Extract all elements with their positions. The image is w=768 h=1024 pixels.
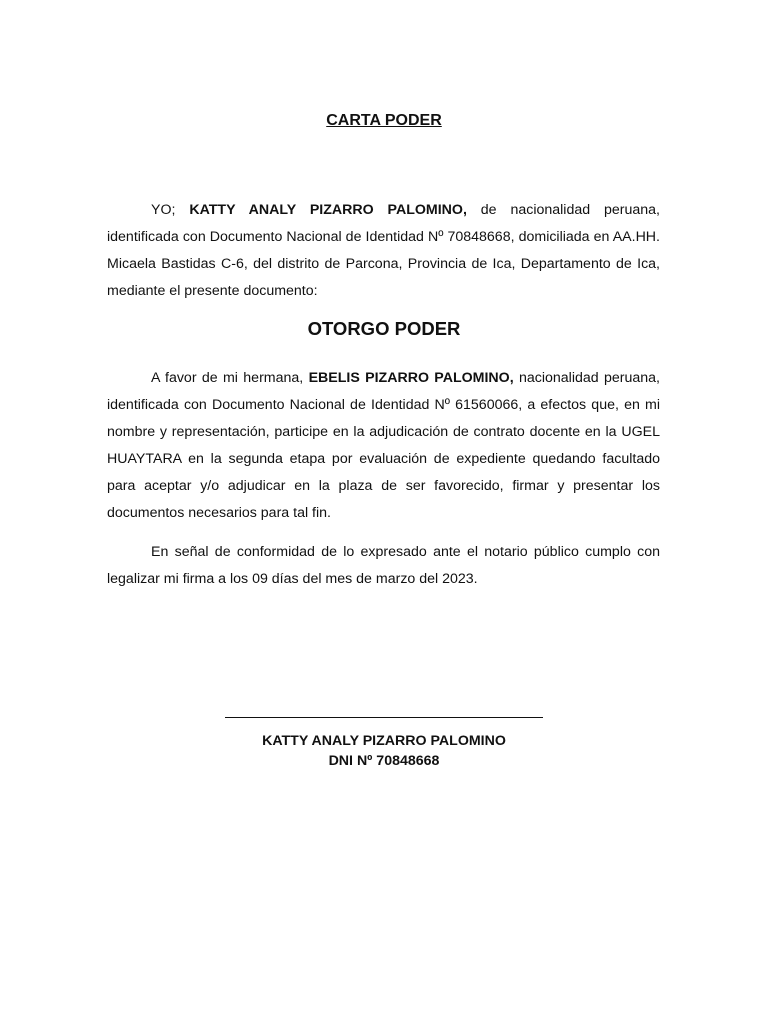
signature-line [225, 717, 543, 718]
paragraph-grantor-prefix: YO; [151, 202, 190, 218]
paragraph-conformity: En señal de conformidad de lo expresado ante el notario público cumplo con legalizar mi firma a los 09 días del mes de marzo del 2023. [107, 544, 660, 587]
paragraph-grantor-text: de nacionalidad peruana, identificada con Documento Nacional de Identidad Nº 70848668, domiciliada en AA.HH. Micaela Bastidas C-6, del distrito de Parcona, Provincia de Ica, Departamento de Ica, mediante el presente documento: [107, 202, 660, 299]
signature-name: KATTY ANALY PIZARRO PALOMINO [262, 733, 506, 749]
grant-heading: OTORGO PODER [307, 318, 461, 339]
paragraph-grantor [107, 197, 660, 305]
document-title: CARTA PODER [326, 112, 442, 129]
grantor-name: KATTY ANALY PIZARRO PALOMINO, [189, 202, 467, 218]
paragraph-grantee-prefix: A favor de mi hermana, [151, 370, 309, 386]
paragraph-grantee-text: nacionalidad peruana, identificada con Documento Nacional de Identidad Nº 61560066, a efectos que, en mi nombre y representación, participe en la adjudicación de contrato docente en la UGEL HUAYTARA en la segunda etapa por evaluación de expediente quedando facultado para aceptar y/o adjudicar en la plaza de ser favorecido, firmar y presentar los documentos necesarios para tal fin. [107, 370, 660, 521]
signature-dni: DNI Nº 70848668 [328, 753, 440, 769]
paragraph-grantee [107, 365, 660, 527]
grantee-name: EBELIS PIZARRO PALOMINO, [308, 370, 514, 386]
